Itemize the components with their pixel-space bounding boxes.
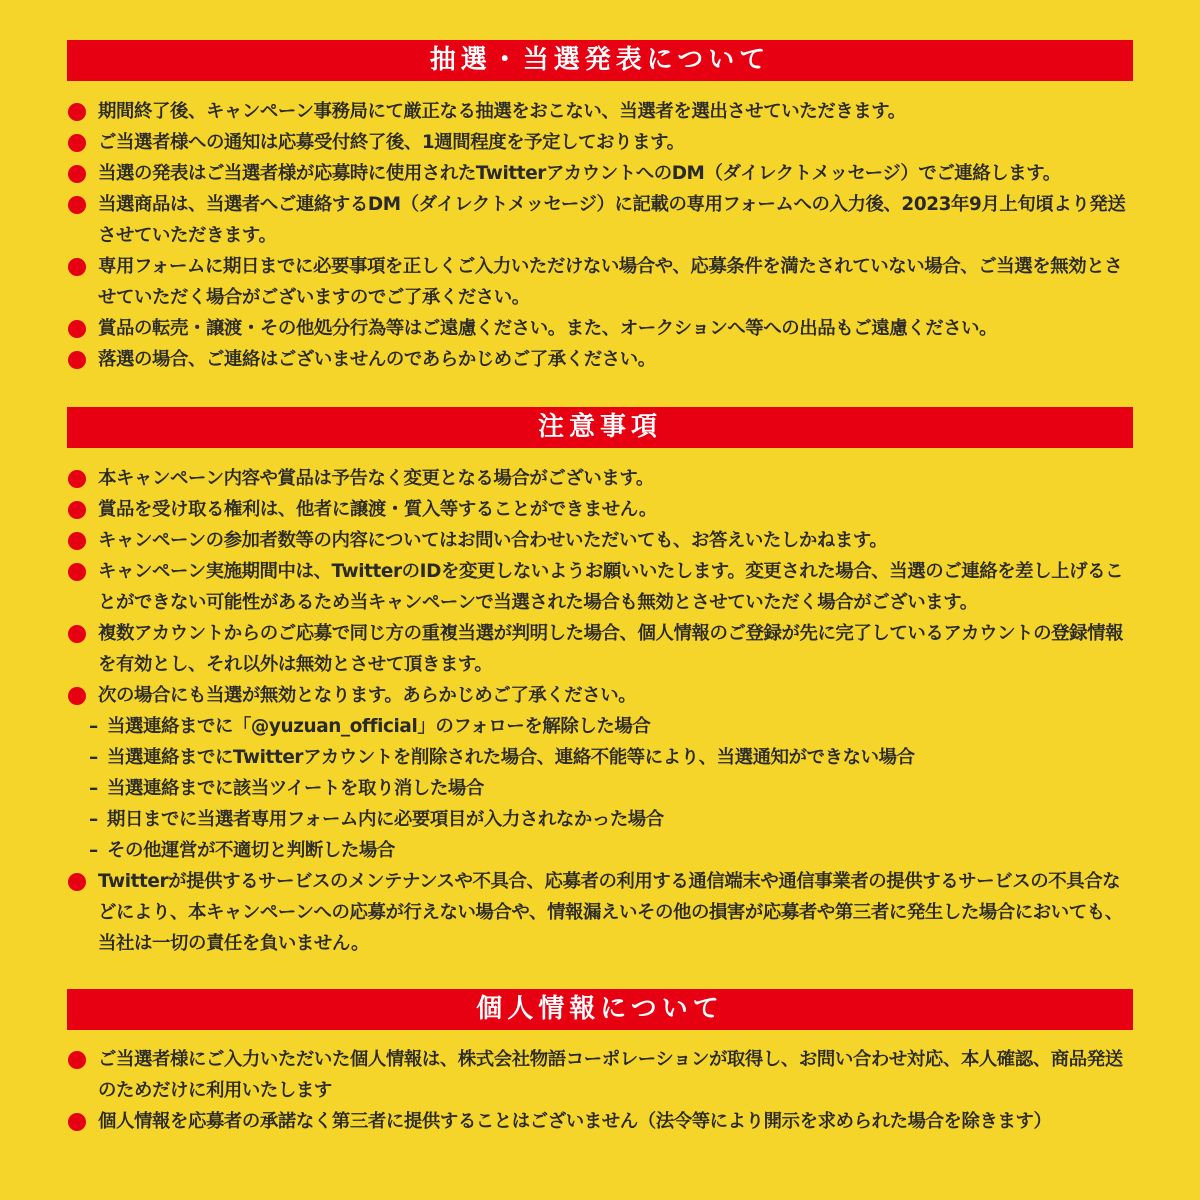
invalid-cases-list <box>67 711 1133 866</box>
red-dot-bullet-icon <box>68 625 86 643</box>
dash-bullet: – <box>89 716 98 737</box>
red-dot-bullet-icon <box>68 196 86 214</box>
red-dot-bullet-icon <box>68 165 86 183</box>
notice-list <box>67 1044 1133 1137</box>
red-dot-bullet-icon <box>68 1113 86 1131</box>
list-item-text: 専用フォームに期日までに必要事項を正しくご入力いただけない場合や、応募条件を満たされていない場合、ご当選を無効とさせていただく場合がございますのでご了承ください。 <box>98 256 1123 308</box>
list-item <box>67 680 1133 866</box>
section-title: 注意事項 <box>67 407 1133 448</box>
red-dot-bullet-icon <box>68 470 86 488</box>
list-item <box>67 525 1133 556</box>
sub-list-item <box>67 773 1133 804</box>
red-dot-bullet-icon <box>68 687 86 705</box>
red-dot-bullet-icon <box>68 258 86 276</box>
dash-bullet: – <box>89 778 98 799</box>
sub-list-item-text: 期日までに当選者専用フォーム内に必要項目が入力されなかった場合 <box>107 809 664 830</box>
list-item-text: 賞品の転売・譲渡・その他処分行為等はご遠慮ください。また、オークションへ等への出品もご遠慮ください。 <box>98 318 998 339</box>
notice-list <box>67 463 1133 959</box>
list-item <box>67 866 1133 959</box>
list-item-text: キャンペーンの参加者数等の内容についてはお問い合わせいただいても、お答えいたしかねます。 <box>98 530 888 551</box>
list-item <box>67 618 1133 680</box>
list-item <box>67 1106 1133 1137</box>
lottery-announcement-section <box>67 40 1133 375</box>
sub-list-item-text: 当選連絡までに「@yuzuan_official」のフォローを解除した場合 <box>107 716 651 737</box>
list-item-text: Twitterが提供するサービスのメンテナンスや不具合、応募者の利用する通信端末や通信事業者の提供するサービスの不具合などにより、本キャンペーンへの応募が行えない場合や、情報漏えいその他の損害が応募者や第三者に発生した場合においても、当社は一切の責任を負いません。 <box>98 871 1123 954</box>
list-item <box>67 127 1133 158</box>
list-item-text: 複数アカウントからのご応募で同じ方の重複当選が判明した場合、個人情報のご登録が先に完了しているアカウントの登録情報を有効とし、それ以外は無効とさせて頂きます。 <box>98 623 1124 675</box>
dash-bullet: – <box>89 809 98 830</box>
section-title: 個人情報について <box>67 989 1133 1030</box>
list-item-text: 本キャンペーン内容や賞品は予告なく変更となる場合がございます。 <box>98 468 654 489</box>
list-item-text: 個人情報を応募者の承諾なく第三者に提供することはございません（法令等により開示を求められた場合を除きます） <box>98 1111 1052 1132</box>
sub-list-item <box>67 804 1133 835</box>
sub-list-item-text: 当選連絡までにTwitterアカウントを削除された場合、連絡不能等により、当選通知ができない場合 <box>107 747 915 768</box>
list-item-text: 期間終了後、キャンペーン事務局にて厳正なる抽選をおこない、当選者を選出させていただきます。 <box>98 101 906 122</box>
red-dot-bullet-icon <box>68 351 86 369</box>
list-item <box>67 313 1133 344</box>
red-dot-bullet-icon <box>68 501 86 519</box>
sub-list-item <box>67 835 1133 866</box>
precautions-section <box>67 407 1133 959</box>
list-item-text: 当選の発表はご当選者様が応募時に使用されたTwitterアカウントへのDM（ダイレクトメッセージ）でご連絡します。 <box>98 163 1061 184</box>
list-item <box>67 96 1133 127</box>
red-dot-bullet-icon <box>68 563 86 581</box>
section-title: 抽選・当選発表について <box>67 40 1133 81</box>
list-item <box>67 158 1133 189</box>
list-item-text: 落選の場合、ご連絡はございませんのであらかじめご了承ください。 <box>98 349 656 370</box>
sub-list-item-text: 当選連絡までに該当ツイートを取り消した場合 <box>107 778 484 799</box>
red-dot-bullet-icon <box>68 134 86 152</box>
list-item <box>67 556 1133 618</box>
list-item <box>67 251 1133 313</box>
red-dot-bullet-icon <box>68 873 86 891</box>
list-item-text: ご当選者様にご入力いただいた個人情報は、株式会社物語コーポレーションが取得し、お問い合わせ対応、本人確認、商品発送のためだけに利用いたします <box>98 1049 1123 1101</box>
notice-list <box>67 96 1133 375</box>
dash-bullet: – <box>89 747 98 768</box>
list-item <box>67 344 1133 375</box>
red-dot-bullet-icon <box>68 103 86 121</box>
red-dot-bullet-icon <box>68 320 86 338</box>
list-item-text: 賞品を受け取る権利は、他者に譲渡・質入等することができません。 <box>98 499 657 520</box>
list-item <box>67 1044 1133 1106</box>
red-dot-bullet-icon <box>68 532 86 550</box>
list-item-text: キャンペーン実施期間中は、TwitterのIDを変更しないようお願いいたします。変更された場合、当選のご連絡を差し上げることができない可能性があるため当キャンペーンで当選された場合も無効とさせていただく場合がございます。 <box>98 561 1124 613</box>
list-item-text: ご当選者様への通知は応募受付終了後、1週間程度を予定しております。 <box>98 132 685 153</box>
list-item <box>67 189 1133 251</box>
sub-list-item <box>67 742 1133 773</box>
sub-list-item <box>67 711 1133 742</box>
sub-list-item-text: その他運営が不適切と判断した場合 <box>107 840 395 861</box>
list-item-text: 次の場合にも当選が無効となります。あらかじめご了承ください。 <box>98 685 637 706</box>
list-item-text: 当選商品は、当選者へご連絡するDM（ダイレクトメッセージ）に記載の専用フォームへの入力後、2023年9月上旬頃より発送させていただきます。 <box>98 194 1126 246</box>
list-item <box>67 463 1133 494</box>
red-dot-bullet-icon <box>68 1051 86 1069</box>
personal-info-section <box>67 989 1133 1137</box>
list-item <box>67 494 1133 525</box>
dash-bullet: – <box>89 840 98 861</box>
